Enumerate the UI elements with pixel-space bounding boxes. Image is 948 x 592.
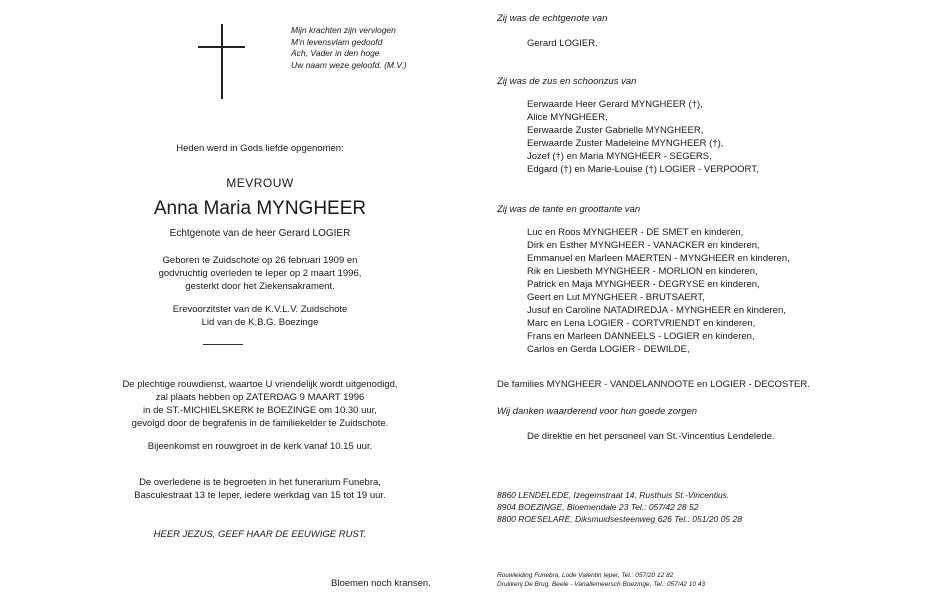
poem-line: Uw naam weze geloofd. (M.V.) xyxy=(291,59,407,70)
service-block xyxy=(80,378,440,430)
birth-line: godvruchtig overleden te Ieper op 2 maart 1996, xyxy=(158,268,362,279)
list-item: Jozef (†) en Maria MYNGHEER - SEGERS, xyxy=(527,151,712,162)
list-item: Carlos en Gerda LOGIER - DEWILDE, xyxy=(527,344,690,355)
nieces-list xyxy=(527,226,790,356)
divider-rule xyxy=(203,344,243,345)
role-line: Erevoorzitster van de K.V.L.V. Zuidschote xyxy=(172,304,348,315)
birth-line: gesterkt door het Ziekensakrament. xyxy=(185,281,335,292)
address-line: 8860 LENDELEDE, Izegemstraat 14, Rusthuis St.-Vincentius. xyxy=(497,490,730,500)
list-item: Emmanuel en Marleen MAERTEN - MYNGHEER en kinderen, xyxy=(527,253,790,264)
spouse-heading: Zij was de echtgenote van xyxy=(497,13,608,24)
list-item: Frans en Marleen DANNEELS - LOGIER en kinderen, xyxy=(527,331,755,342)
poem-line: Mijn krachten zijn vervlogen xyxy=(291,25,396,35)
birth-line: Geboren te Zuidschote op 26 februari 1909 en xyxy=(162,255,358,266)
roles-block xyxy=(80,303,440,329)
list-item: Eerwaarde Zuster Madeleine MYNGHEER (†), xyxy=(527,138,724,149)
list-item: Patrick en Maja MYNGHEER - DEGRYSE en kinderen, xyxy=(527,279,760,290)
list-item: Eerwaarde Heer Gerard MYNGHEER (†), xyxy=(527,99,703,110)
funerarium-line: Basculestraat 13 te Ieper, iedere werkdag van 15 tot 19 uur. xyxy=(134,490,386,501)
list-item: Rik en Liesbeth MYNGHEER - MORLION en kinderen, xyxy=(527,266,758,277)
address-line: 8800 ROESELARE, Diksmuidsesteenweg 626 Tel.: 051/20 05 28 xyxy=(497,514,742,524)
printer-block xyxy=(497,571,705,589)
list-item: Marc en Lena LOGIER - CORTVRIENDT en kinderen, xyxy=(527,318,756,329)
families-line: De families MYNGHEER - VANDELANNOOTE en LOGIER - DECOSTER. xyxy=(497,379,810,390)
list-item: Edgard (†) en Marie-Louise (†) LOGIER - VERPOORT, xyxy=(527,164,759,175)
role-line: Lid van de K.B.G. Boezinge xyxy=(201,317,319,328)
gathering-line: Bijeenkomst en rouwgroet in de kerk vanaf 10.15 uur. xyxy=(147,441,373,452)
siblings-list xyxy=(527,98,759,176)
list-item: Dirk en Esther MYNGHEER - VANACKER en kinderen, xyxy=(527,240,760,251)
thanks-line: Wij danken waarderend voor hun goede zorgen xyxy=(497,406,698,417)
list-item: Geert en Lut MYNGHEER - BRUTSAERT, xyxy=(527,292,705,303)
list-item: Eerwaarde Zuster Gabrielle MYNGHEER, xyxy=(527,125,704,136)
honorific-title: MEVROUW xyxy=(226,176,294,190)
nieces-heading: Zij was de tante en groottante van xyxy=(497,204,641,215)
poem-line: Ach, Vader in den hoge xyxy=(291,48,380,58)
flowers-note: Bloemen noch kransen. xyxy=(331,578,431,589)
poem-line: M'n levensvlam gedoofd xyxy=(291,36,383,47)
prayer-line: HEER JEZUS, GEEF HAAR DE EEUWIGE RUST. xyxy=(153,529,367,540)
deceased-name: Anna Maria MYNGHEER xyxy=(153,198,367,219)
staff-line: De direktie en het personeel van St.-Vincentius Lendelede. xyxy=(527,431,775,442)
siblings-heading: Zij was de zus en schoonzus van xyxy=(497,76,637,87)
service-line: in de ST.-MICHIELSKERK te BOEZINGE om 10.30 uur, xyxy=(143,405,377,416)
birth-death-block xyxy=(80,254,440,293)
intro-text: Heden werd in Gods liefde opgenomen: xyxy=(176,143,344,154)
printer-line: Drukkerij De Brug, Beele - Vanallemeersch Boezinge, Tel.: 057/42 10 43 xyxy=(497,581,705,588)
service-line: gevolgd door de begrafenis in de familiekelder te Zuidschote. xyxy=(131,418,389,429)
service-line: De plechtige rouwdienst, waartoe U vriendelijk wordt uitgenodigd, xyxy=(122,379,398,390)
cross-vertical-bar xyxy=(221,24,223,99)
funerarium-line: De overledene is te begroeten in het funerarium Funebra, xyxy=(139,477,381,488)
addresses-block xyxy=(497,489,742,525)
memorial-poem xyxy=(291,25,407,71)
list-item: Luc en Roos MYNGHEER - DE SMET en kinderen, xyxy=(527,227,744,238)
funerarium-block xyxy=(80,476,440,502)
list-item: Jusuf en Caroline NATADIREDJA - MYNGHEER en kinderen, xyxy=(527,305,786,316)
spouse-line: Echtgenote van de heer Gerard LOGIER xyxy=(169,228,351,239)
service-line: zal plaats hebben op ZATERDAG 9 MAART 1996 xyxy=(155,392,365,403)
address-line: 8904 BOEZINGE, Bloemendale 23 Tel.: 057/42 28 52 xyxy=(497,502,699,512)
printer-line: Rouwleiding Funebra, Lode Valentin Ieper, Tel.: 057/20 12 82 xyxy=(497,572,674,579)
spouse-name: Gerard LOGIER. xyxy=(527,38,598,49)
cross-horizontal-bar xyxy=(198,46,245,48)
list-item: Alice MYNGHEER, xyxy=(527,112,608,123)
